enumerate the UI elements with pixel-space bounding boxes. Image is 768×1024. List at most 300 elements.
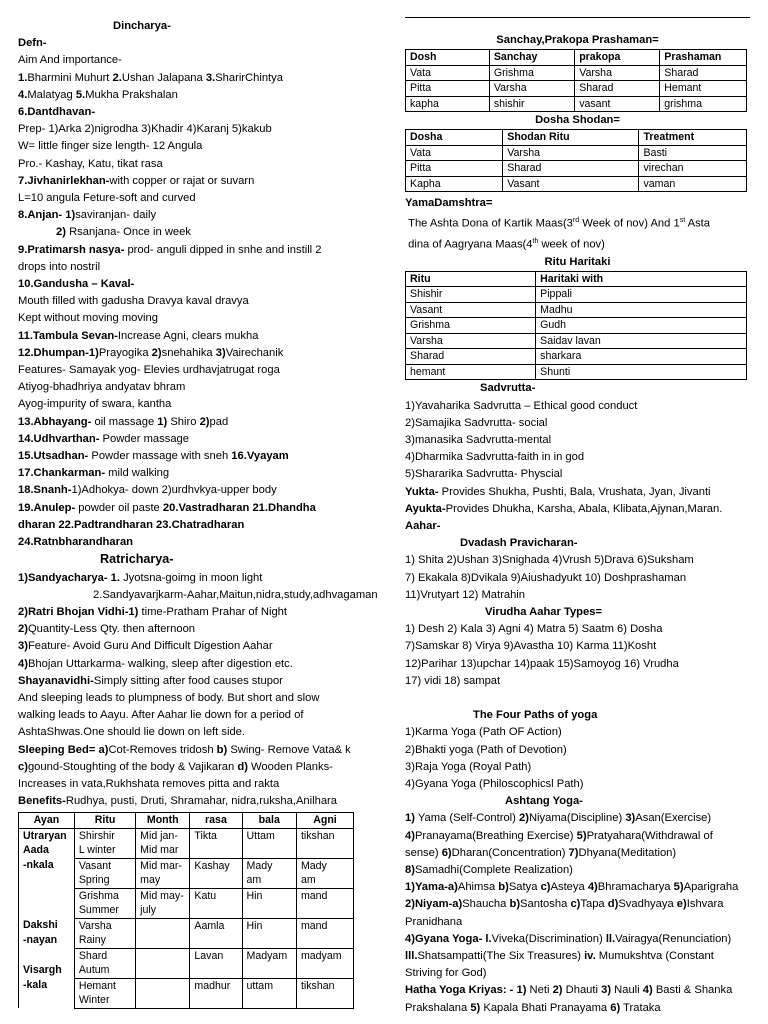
left-text: d) <box>237 760 248 773</box>
right-text: Samadhi(Complete Realization) <box>414 864 573 877</box>
left-column <box>18 18 378 1009</box>
right-line <box>405 776 750 793</box>
shodan-cell: Kapha <box>406 176 503 192</box>
left-text: 2) <box>18 623 28 636</box>
sanchay-cell: Pitta <box>406 81 490 97</box>
right-text: Neti <box>526 984 553 997</box>
sanchay-header-cell: prakopa <box>575 50 660 66</box>
sanchay-row <box>406 65 747 81</box>
right-text: 4)Gyana Yoga- l. <box>405 932 492 945</box>
right-line <box>405 570 750 587</box>
right-line <box>405 552 750 569</box>
left-text: Shayanavidhi- <box>18 674 94 687</box>
left-text: Ushan Jalapana <box>121 71 206 84</box>
sanchay-title: Sanchay,Prakopa Prashaman= <box>496 34 659 46</box>
right-line <box>405 879 750 896</box>
left-text: Feature- Avoid Guru And Difficult Digestion Aahar <box>27 640 273 653</box>
ritu-cell: Grishma Summer <box>74 888 135 918</box>
left-text: Jyotsna-goimg in moon light <box>119 571 263 584</box>
left-text: 2) <box>56 226 70 239</box>
right-line <box>405 862 750 879</box>
right-line <box>405 604 750 621</box>
left-line <box>18 500 360 517</box>
right-line <box>405 793 750 810</box>
haritaki-cell: Pippali <box>536 287 747 303</box>
ritu-cell: Madyam <box>242 948 296 978</box>
left-text: 11.Tambula Sevan- <box>18 329 118 342</box>
right-text: 4) <box>405 829 415 842</box>
right-line <box>405 449 750 466</box>
ritu-cell <box>136 978 190 1008</box>
right-line <box>405 673 750 690</box>
ritu-row <box>19 828 354 858</box>
right-line <box>405 982 750 999</box>
left-line <box>18 534 360 551</box>
ritu-cell: madhur <box>190 978 242 1008</box>
left-line <box>18 570 360 587</box>
right-line <box>405 965 750 982</box>
right-text: 4)Dharmika Sadvrutta-faith in in god <box>405 451 585 464</box>
ritu-cell: Hin <box>242 888 296 918</box>
right-text: 4)Gyana Yoga (Philoscophicsl Path) <box>405 778 584 791</box>
left-text: Vairechanik <box>225 346 284 359</box>
right-text: Aahar- <box>405 520 441 532</box>
left-line <box>18 190 360 207</box>
right-line <box>405 587 750 604</box>
left-line <box>18 379 360 396</box>
left-text: Mukha Prakshalan <box>85 88 178 101</box>
ritu-header-cell: Ayan <box>19 813 75 829</box>
right-text: 8) <box>405 864 415 877</box>
right-text: Santosha <box>520 898 571 911</box>
left-line <box>18 414 360 431</box>
left-text: Swing- Remove Vata& k <box>227 743 351 756</box>
sanchay-cell: Sharad <box>575 81 660 97</box>
right-text: Asan(Exercise) <box>635 812 712 825</box>
left-text: Sleeping Bed= a) <box>18 743 109 756</box>
shodan-title: Dosha Shodan= <box>535 114 620 126</box>
right-text: Sadvrutta- <box>480 382 536 395</box>
shodan-cell: Varsha <box>503 145 639 161</box>
right-line <box>405 828 750 845</box>
left-line <box>18 673 360 690</box>
right-line <box>405 707 750 724</box>
ritu-cell: Katu <box>190 888 242 918</box>
right-line <box>405 656 750 673</box>
right-text: Dharan(Concentration) <box>451 846 569 859</box>
haritaki-cell: Grishma <box>406 318 536 334</box>
left-line <box>18 724 360 741</box>
haritaki-title: Ritu Haritaki <box>544 255 611 268</box>
right-text: ll. <box>605 932 616 945</box>
right-text: c) <box>570 898 581 911</box>
right-text: 1)Karma Yoga (Path OF Action) <box>405 726 562 739</box>
yama-line-1: The Ashta Dona of Kartik Maas(3rd Week of nov) And 1st Asta <box>408 217 711 230</box>
left-text: Features- Samayak yog- Elevies urdhavjatrugat roga <box>18 364 280 377</box>
right-text: Hatha Yoga Kriyas: - 1) <box>405 984 527 997</box>
right-text: Kapala Bhati Pranayama <box>480 1001 611 1014</box>
right-text: Dvadash Pravicharan- <box>460 537 578 550</box>
left-text: 3) <box>215 346 226 359</box>
right-text: 3)Raja Yoga (Royal Path) <box>405 760 532 773</box>
right-line <box>405 535 750 552</box>
left-text: Ratricharya- <box>100 552 174 567</box>
ritu-cell: tikshan <box>296 828 353 858</box>
sanchay-cell: grishma <box>660 96 747 112</box>
right-text: Niyama(Discipline) <box>528 812 626 825</box>
left-text: Bharmini Muhurt <box>27 71 113 84</box>
left-line <box>18 465 360 482</box>
sanchay-cell: Grishma <box>489 65 574 81</box>
left-text: 18.Snanh- <box>18 484 72 497</box>
left-text: prod- anguli dipped in snhe and instill 2 <box>124 243 322 256</box>
left-line <box>18 448 360 465</box>
shodan-cell: Vasant <box>503 176 639 192</box>
right-text: 1)Yavaharika Sadvrutta – Ethical good conduct <box>405 399 638 412</box>
ritu-cell: Visargh <box>19 948 75 978</box>
ritu-table <box>18 812 354 1009</box>
right-text: b) <box>498 881 509 894</box>
left-text: Benefits- <box>18 795 66 808</box>
right-text: 7) <box>568 846 579 859</box>
ritu-row <box>19 948 354 978</box>
right-line <box>405 896 750 913</box>
right-text: Tapa <box>580 898 608 911</box>
haritaki-cell: Saidav lavan <box>536 333 747 349</box>
ritu-row <box>19 858 354 888</box>
ritu-cell: tikshan <box>296 978 353 1008</box>
left-line <box>18 310 360 327</box>
right-text: Asteya <box>550 881 588 894</box>
left-text: 13.Abhayang- <box>18 415 92 428</box>
ritu-cell: Mady am <box>296 858 353 888</box>
right-line <box>405 432 750 449</box>
right-text: 7) Ekakala 8)Dvikala 9)Aiushadyukt 10) Doshprashaman <box>405 571 687 584</box>
right-text: 2)Bhakti yoga (Path of Devotion) <box>405 743 567 756</box>
left-text: 20.Vastradharan 21.Dhandha <box>162 501 316 514</box>
right-text: Ishvara <box>686 898 724 911</box>
left-text: 12.Dhumpan-1) <box>18 346 99 359</box>
haritaki-cell: sharkara <box>536 349 747 365</box>
right-text: 1)Yama-a) <box>405 881 458 894</box>
ritu-cell: Dakshi -nayan <box>19 918 75 948</box>
yama-line-2: dina of Aagryana Maas(4th week of nov) <box>408 237 605 251</box>
left-line <box>18 87 360 104</box>
ritu-cell: Mid mar- may <box>136 858 190 888</box>
ritu-cell: madyam <box>296 948 353 978</box>
left-text: Atiyog-bhadhriya andyatav bhram <box>18 381 186 394</box>
left-text: 17.Chankarman- <box>18 467 106 480</box>
shodan-header-cell: Shodan Ritu <box>503 130 639 146</box>
right-text: 2)Niyam-a) <box>405 898 463 911</box>
left-text: Bhojan Uttarkarma- walking, sleep after digestion etc. <box>27 657 293 670</box>
left-text: Cot-Removes tridosh <box>108 743 217 756</box>
left-text: powder oil paste <box>75 501 163 514</box>
sanchay-cell: shishir <box>489 96 574 112</box>
haritaki-row <box>406 287 747 303</box>
right-text: 7)Samskar 8) Virya 9)Avastha 10) Karma 11)Kosht <box>405 640 657 653</box>
ritu-cell: Vasant Spring <box>74 858 135 888</box>
left-line <box>18 587 378 604</box>
left-text: Prayogika <box>98 346 152 359</box>
left-text: Mouth filled with gadusha Dravya kaval dravya <box>18 295 249 308</box>
left-text: Powder massage <box>99 432 189 445</box>
left-text: 4. <box>18 88 28 101</box>
right-text: 2) <box>552 984 563 997</box>
left-text: Kept without moving moving <box>18 312 158 325</box>
right-text: 5) <box>470 1001 481 1014</box>
shodan-header-cell: Treatment <box>639 130 747 146</box>
right-line <box>405 914 750 931</box>
left-line <box>18 173 360 190</box>
haritaki-cell: hemant <box>406 364 536 380</box>
left-text: Rsanjana- Once in week <box>69 226 191 239</box>
left-text: 8.Anjan- 1) <box>18 209 76 222</box>
right-text: 6) <box>610 1001 621 1014</box>
shodan-cell: virechan <box>639 161 747 177</box>
ritu-row <box>19 978 354 1008</box>
shodan-row <box>406 161 747 177</box>
right-text: Svadhyaya <box>618 898 677 911</box>
ritu-cell <box>19 888 75 918</box>
sanchay-header-cell: Sanchay <box>489 50 574 66</box>
right-text: 4) <box>642 984 653 997</box>
right-text: lll. <box>405 950 418 963</box>
ritu-header-cell: Month <box>136 813 190 829</box>
haritaki-header-cell: Ritu <box>406 271 536 287</box>
right-text: 5) <box>673 881 684 894</box>
left-text: 2. <box>112 71 122 84</box>
right-line <box>405 484 750 501</box>
ritu-cell: -nkala <box>19 858 75 888</box>
sanchay-header-cell: Dosh <box>406 50 490 66</box>
ritu-cell: mand <box>296 888 353 918</box>
ritu-cell: Tikta <box>190 828 242 858</box>
left-text: with copper or rajat or suvarn <box>109 174 255 187</box>
right-text: The Four Paths of yoga <box>473 709 598 722</box>
left-text: 16.Vyayam <box>231 450 289 463</box>
haritaki-row <box>406 364 747 380</box>
left-text: 1)Sandyacharya- 1. <box>18 571 120 584</box>
left-text: Quantity-Less Qty. then afternoon <box>27 623 196 636</box>
left-text: Increase Agni, clears mukha <box>117 329 259 342</box>
left-text: Aim And importance- <box>18 54 122 67</box>
right-text: e) <box>676 898 687 911</box>
haritaki-cell: Sharad <box>406 349 536 365</box>
left-line <box>18 690 360 707</box>
sanchay-cell: kapha <box>406 96 490 112</box>
right-line <box>405 948 750 965</box>
ritu-cell: Hin <box>242 918 296 948</box>
right-line <box>405 1000 750 1017</box>
haritaki-cell: Varsha <box>406 333 536 349</box>
sanchay-cell: Varsha <box>489 81 574 97</box>
right-text: Ahimsa <box>457 881 499 894</box>
left-text: 2.Sandyavarjkarm-Aahar,Maitun,nidra,study,adhvagaman <box>93 588 378 601</box>
right-line <box>405 810 750 827</box>
right-text: Yama (Self-Control) <box>414 812 519 825</box>
right-text: Viveka(Discrimination) <box>491 932 606 945</box>
left-text: 9.Pratimarsh nasya- <box>18 243 125 256</box>
haritaki-table <box>405 271 747 381</box>
right-text: 3) <box>601 984 612 997</box>
left-line <box>18 224 360 241</box>
sanchay-table <box>405 49 747 112</box>
left-text: c) <box>18 760 28 773</box>
right-text: Ayukta- <box>405 502 446 515</box>
shodan-header-cell: Dosha <box>406 130 503 146</box>
left-text: Rudhya, pusti, Druti, Shramahar, nidra,ruksha,Anilhara <box>65 795 337 808</box>
ritu-header-cell: Ritu <box>74 813 135 829</box>
shodan-cell: Basti <box>639 145 747 161</box>
right-text: Pranidhana <box>405 915 463 928</box>
right-line <box>405 759 750 776</box>
left-line <box>18 638 360 655</box>
right-text: 6) <box>441 846 452 859</box>
left-line <box>18 52 360 69</box>
right-text: Nauli <box>611 984 643 997</box>
left-line <box>18 482 360 499</box>
right-text: Dhyana(Meditation) <box>578 846 677 859</box>
right-text: Dhauti <box>562 984 602 997</box>
left-text: 14.Udhvarthan- <box>18 432 100 445</box>
right-line <box>405 398 750 415</box>
left-line <box>18 121 360 138</box>
left-text: 3. <box>205 71 216 84</box>
right-text: Virudha Aahar Types= <box>485 606 602 619</box>
right-text: Basti & Shanka <box>652 984 733 997</box>
haritaki-cell: Madhu <box>536 302 747 318</box>
right-line <box>405 501 750 518</box>
right-line <box>405 845 750 862</box>
right-notes <box>405 380 750 1017</box>
right-line <box>405 724 750 741</box>
right-column <box>405 12 750 1017</box>
top-rule <box>405 17 750 18</box>
ritu-cell: Mady am <box>242 858 296 888</box>
left-line <box>18 396 360 413</box>
left-text: 2)Ratri Bhojan Vidhi-1) <box>18 605 139 618</box>
right-text: Pratyahara(Withdrawal of <box>586 829 713 842</box>
left-text: 10.Gandusha – Kaval- <box>18 278 135 291</box>
ritu-header-cell: rasa <box>190 813 242 829</box>
right-text: Ashtang Yoga- <box>505 795 583 808</box>
sanchay-cell: Varsha <box>575 65 660 81</box>
left-text: 3) <box>18 640 28 653</box>
left-text: 6.Dantdhavan- <box>18 106 96 119</box>
right-line <box>405 518 750 535</box>
ritu-cell <box>136 918 190 948</box>
right-text: Striving for God) <box>405 967 487 980</box>
right-text: Shaucha <box>462 898 510 911</box>
right-text: c) <box>540 881 551 894</box>
haritaki-cell: Vasant <box>406 302 536 318</box>
sanchay-cell: vasant <box>575 96 660 112</box>
right-text: 5) <box>576 829 587 842</box>
left-text: 24.Ratnbharandharan <box>18 536 134 549</box>
right-line <box>405 621 750 638</box>
right-text: Pranayama(Breathing Exercise) <box>414 829 577 842</box>
right-text: 1) <box>405 812 415 825</box>
left-text: 2) <box>151 346 162 359</box>
right-text: sense) <box>405 846 442 859</box>
left-text: 15.Utsadhan- <box>18 450 89 463</box>
ritu-row <box>19 888 354 918</box>
left-line <box>18 293 360 310</box>
left-line <box>18 776 360 793</box>
right-text: 11)Vrutyart 12) Matrahin <box>405 588 526 601</box>
left-text: 1. <box>18 71 28 84</box>
left-text: 2) <box>199 415 210 428</box>
right-text: Bhramacharya <box>597 881 674 894</box>
right-text: 2)Samajika Sadvrutta- social <box>405 416 548 429</box>
sanchay-cell: Hemant <box>660 81 747 97</box>
left-text: time-Pratham Prahar of Night <box>138 605 287 618</box>
ritu-cell: Shirshir L winter <box>74 828 135 858</box>
right-line <box>405 690 750 707</box>
left-text: 1)Adhokya- down 2)urdhvkya-upper body <box>71 484 277 497</box>
right-text: 2) <box>519 812 529 825</box>
ritu-cell <box>136 948 190 978</box>
ritu-cell: -kala <box>19 978 75 1008</box>
ritu-cell: Kashay <box>190 858 242 888</box>
right-text: 1) Desh 2) Kala 3) Agni 4) Matra 5) Saatm 6) Dosha <box>405 623 663 636</box>
left-line <box>18 742 360 759</box>
right-text: b) <box>509 898 521 911</box>
left-text: mild walking <box>105 467 170 480</box>
left-text: Powder massage with sneh <box>88 450 232 463</box>
left-text: AshtaShwas.One should lie down on left side. <box>18 726 245 739</box>
right-line <box>405 638 750 655</box>
ritu-cell: Mid may- july <box>136 888 190 918</box>
ritu-cell: Utraryan Aada <box>19 828 75 858</box>
right-line <box>405 931 750 948</box>
right-text: Aparigraha <box>683 881 739 894</box>
right-text: 3)manasika Sadvrutta-mental <box>405 433 552 446</box>
left-line <box>18 18 360 35</box>
right-text: 17) vidi 18) sampat <box>405 674 501 687</box>
ritu-cell: uttam <box>242 978 296 1008</box>
left-line <box>18 104 360 121</box>
left-text: 4) <box>18 657 28 670</box>
left-text: gound-Stoughting of the body & Vajikaran <box>27 760 238 773</box>
ritu-cell: Hemant Winter <box>74 978 135 1008</box>
left-line <box>18 793 360 810</box>
left-text: SharirChintya <box>215 71 283 84</box>
left-text: oil massage <box>91 415 158 428</box>
left-text: Simply sitting after food causes stupor <box>93 674 283 687</box>
left-text: Increases in vata,Rukhshata removes pitta and rakta <box>18 777 280 790</box>
right-text: Provides Shukha, Pushti, Bala, Vrushata, Jyan, Jivanti <box>438 485 711 498</box>
left-line <box>18 156 360 173</box>
haritaki-header-cell: Haritaki with <box>536 271 747 287</box>
left-line <box>18 259 360 276</box>
right-text: Provides Dhukha, Karsha, Abala, Klibata,Ajynan,Maran. <box>445 502 723 515</box>
right-text: Vairagya(Renunciation) <box>615 932 732 945</box>
left-text: Shiro <box>167 415 200 428</box>
sanchay-row <box>406 81 747 97</box>
ritu-cell: Uttam <box>242 828 296 858</box>
haritaki-row <box>406 318 747 334</box>
right-text: d) <box>607 898 619 911</box>
right-text: Mumukshtva (Constant <box>595 950 714 963</box>
left-line <box>18 604 360 621</box>
left-text: pad <box>209 415 229 428</box>
shodan-cell: Vata <box>406 145 503 161</box>
yama-title: YamaDamshtra= <box>405 197 493 209</box>
left-text: snehahika <box>161 346 216 359</box>
left-text: drops into nostril <box>18 260 101 273</box>
